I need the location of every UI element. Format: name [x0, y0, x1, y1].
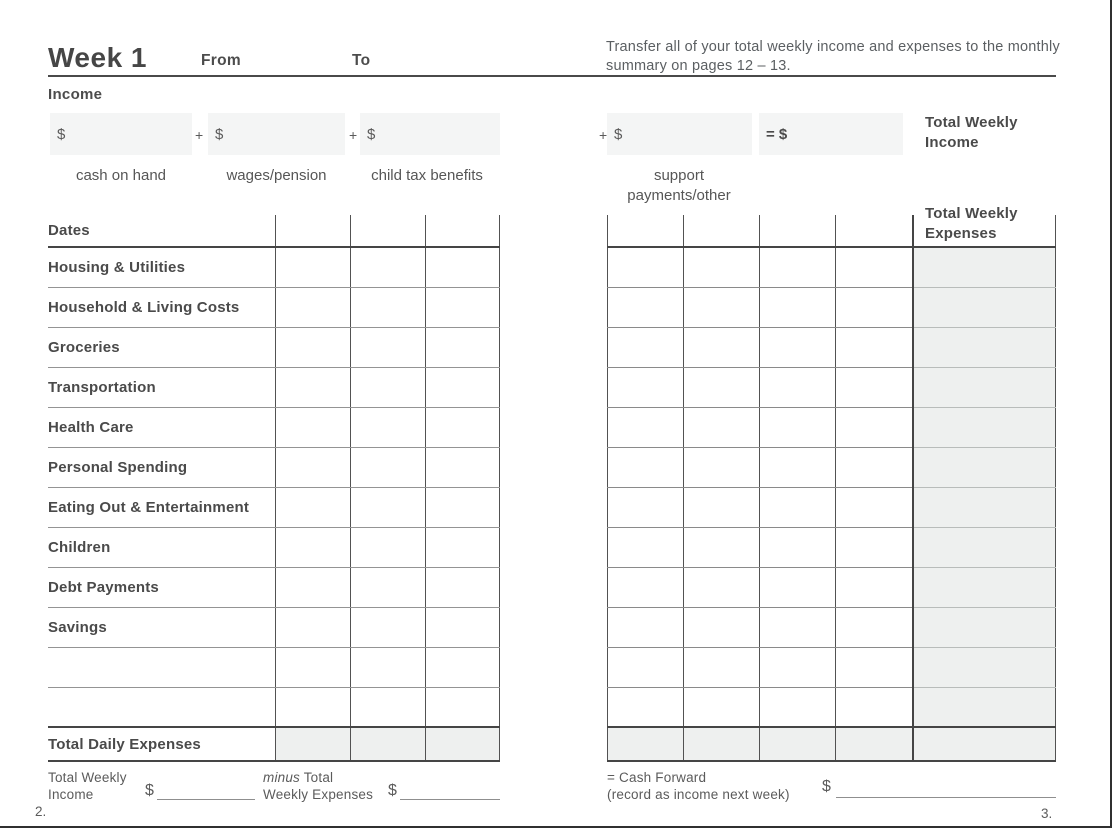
- expense-cell[interactable]: [275, 287, 350, 327]
- cash-forward-label: = Cash Forward (record as income next week): [607, 770, 790, 802]
- weekly-cell[interactable]: [608, 487, 684, 527]
- weekly-total-cell[interactable]: [913, 527, 1056, 567]
- weekly-total-cell[interactable]: [913, 367, 1056, 407]
- summary-expenses-currency: $: [388, 782, 397, 799]
- weekly-cell[interactable]: [760, 647, 836, 687]
- expense-cell[interactable]: [275, 327, 350, 367]
- summary-income-currency: $: [145, 782, 154, 799]
- expense-row-label: Health Care: [48, 407, 275, 447]
- weekly-total-cell[interactable]: [913, 327, 1056, 367]
- weekly-cell[interactable]: [608, 247, 684, 287]
- weekly-cell[interactable]: [684, 487, 760, 527]
- expense-row-label: Savings: [48, 607, 275, 647]
- table-row: [608, 567, 1056, 607]
- weekly-cell[interactable]: [684, 647, 760, 687]
- weekly-cell[interactable]: [760, 287, 836, 327]
- expense-cell[interactable]: [425, 407, 499, 447]
- weekly-cell[interactable]: [684, 447, 760, 487]
- expense-row-label: Children: [48, 527, 275, 567]
- weekly-cell[interactable]: [608, 215, 684, 247]
- date-cell[interactable]: [425, 215, 499, 247]
- weekly-cell[interactable]: [836, 327, 913, 367]
- expense-cell[interactable]: [275, 487, 350, 527]
- table-row: [608, 407, 1056, 447]
- table-row: [608, 527, 1056, 567]
- cash-on-hand-field[interactable]: [50, 113, 192, 155]
- weekly-cell[interactable]: [836, 407, 913, 447]
- expense-row-label: [48, 687, 275, 727]
- expense-row-label: Groceries: [48, 327, 275, 367]
- weekly-cell[interactable]: [760, 527, 836, 567]
- weekly-cell[interactable]: [608, 567, 684, 607]
- expense-cell[interactable]: [275, 527, 350, 567]
- expense-cell[interactable]: [350, 647, 425, 687]
- currency-symbol: $: [57, 125, 66, 143]
- cash-forward-currency: $: [822, 778, 831, 795]
- weekly-cell[interactable]: [684, 247, 760, 287]
- weekly-cell[interactable]: [836, 607, 913, 647]
- weekly-cell[interactable]: [684, 367, 760, 407]
- table-row: [608, 487, 1056, 527]
- date-cell[interactable]: [350, 215, 425, 247]
- table-row: [608, 287, 1056, 327]
- weekly-cell[interactable]: [684, 567, 760, 607]
- total-weekly-expenses-label: Total Weekly Expenses: [925, 205, 1018, 242]
- expense-cell[interactable]: [425, 327, 499, 367]
- daily-expenses-table-body: [48, 215, 499, 761]
- weekly-cell[interactable]: [608, 367, 684, 407]
- table-row: [48, 447, 499, 487]
- support-payments-field[interactable]: [607, 113, 752, 155]
- expense-cell[interactable]: [425, 607, 499, 647]
- expense-cell[interactable]: [350, 327, 425, 367]
- weekly-total-cell[interactable]: [913, 487, 1056, 527]
- weekly-cell[interactable]: [608, 687, 684, 727]
- weekly-total-cell[interactable]: [913, 247, 1056, 287]
- expense-cell[interactable]: [350, 407, 425, 447]
- weekly-cell[interactable]: [760, 327, 836, 367]
- expense-cell[interactable]: [350, 567, 425, 607]
- expense-cell[interactable]: [275, 567, 350, 607]
- expense-cell[interactable]: [275, 647, 350, 687]
- weekly-cell[interactable]: [760, 247, 836, 287]
- support-payments-label: support payments/other: [627, 167, 731, 204]
- weekly-cell[interactable]: [684, 727, 760, 761]
- expense-row-label: Household & Living Costs: [48, 287, 275, 327]
- expense-row-label: Personal Spending: [48, 447, 275, 487]
- expense-cell[interactable]: [350, 487, 425, 527]
- expense-cell[interactable]: [425, 287, 499, 327]
- weekly-cell[interactable]: [760, 607, 836, 647]
- daily-total-cell[interactable]: [425, 727, 499, 761]
- weekly-cell[interactable]: [608, 407, 684, 447]
- weekly-cell[interactable]: [608, 727, 684, 761]
- expense-cell[interactable]: [350, 447, 425, 487]
- expense-cell[interactable]: [350, 247, 425, 287]
- expense-cell[interactable]: [425, 527, 499, 567]
- wages-pension-field[interactable]: [208, 113, 345, 155]
- weekly-cell[interactable]: [760, 727, 836, 761]
- cash-forward-amount-field[interactable]: [836, 778, 1056, 798]
- expense-cell[interactable]: [425, 247, 499, 287]
- weekly-cell[interactable]: [760, 447, 836, 487]
- weekly-total-cell[interactable]: [913, 647, 1056, 687]
- from-field[interactable]: [242, 52, 347, 72]
- weekly-cell[interactable]: [760, 687, 836, 727]
- expense-row-label: Eating Out & Entertainment: [48, 487, 275, 527]
- table-row: [48, 647, 499, 687]
- weekly-cell[interactable]: [836, 647, 913, 687]
- weekly-total-cell[interactable]: [913, 727, 1056, 761]
- table-row: [608, 727, 1056, 761]
- expense-cell[interactable]: [350, 287, 425, 327]
- weekly-total-cell[interactable]: [913, 607, 1056, 647]
- weekly-cell[interactable]: [836, 367, 913, 407]
- wages-pension-label: wages/pension: [226, 167, 327, 184]
- table-row: [608, 447, 1056, 487]
- expense-cell[interactable]: [275, 687, 350, 727]
- weekly-total-cell[interactable]: [913, 407, 1056, 447]
- table-row: [48, 247, 499, 287]
- expense-row-label: Transportation: [48, 367, 275, 407]
- weekly-cell[interactable]: [836, 567, 913, 607]
- summary-income-amount-field[interactable]: [157, 780, 255, 800]
- table-row: [48, 527, 499, 567]
- expense-row-label: Debt Payments: [48, 567, 275, 607]
- table-row: [608, 367, 1056, 407]
- transfer-note: Transfer all of your total weekly income and expenses to the monthly summary on pages 12 – 13.: [606, 39, 1060, 74]
- cash-on-hand-label: cash on hand: [75, 167, 167, 184]
- weekly-cell[interactable]: [608, 607, 684, 647]
- table-row: [48, 687, 499, 727]
- weekly-total-cell[interactable]: [913, 567, 1056, 607]
- table-row: [48, 487, 499, 527]
- expense-cell[interactable]: [275, 407, 350, 447]
- date-cell[interactable]: [275, 215, 350, 247]
- summary-expenses-amount-field[interactable]: [400, 780, 500, 800]
- table-row: [48, 727, 499, 761]
- weekly-cell[interactable]: [608, 447, 684, 487]
- weekly-cell[interactable]: [836, 215, 913, 247]
- weekly-total-cell[interactable]: [913, 447, 1056, 487]
- weekly-cell[interactable]: [836, 727, 913, 761]
- summary-income-label: Total Weekly Income: [48, 770, 127, 802]
- weekly-cell[interactable]: [684, 287, 760, 327]
- currency-symbol: $: [215, 125, 224, 143]
- expense-cell[interactable]: [425, 687, 499, 727]
- weekly-cell[interactable]: [760, 215, 836, 247]
- weekly-cell[interactable]: [760, 407, 836, 447]
- summary-minus-label: minus Total Weekly Expenses: [263, 770, 374, 802]
- expense-cell[interactable]: [275, 607, 350, 647]
- minus-word: minus: [263, 770, 301, 785]
- weekly-cell[interactable]: [836, 527, 913, 567]
- weekly-cell[interactable]: [608, 527, 684, 567]
- table-row: [48, 367, 499, 407]
- expense-cell[interactable]: [350, 527, 425, 567]
- weekly-cell[interactable]: [836, 287, 913, 327]
- expense-cell[interactable]: [425, 447, 499, 487]
- total-weekly-income-label: Total Weekly Income: [925, 114, 1018, 151]
- right-page-number: 3.: [1041, 806, 1053, 821]
- expense-cell[interactable]: [350, 687, 425, 727]
- expense-cell[interactable]: [425, 647, 499, 687]
- weekly-cell[interactable]: [836, 447, 913, 487]
- expense-cell[interactable]: [275, 247, 350, 287]
- daily-expenses-table: [48, 215, 500, 762]
- weekly-cell[interactable]: [836, 487, 913, 527]
- weekly-expenses-table-body: [608, 215, 1056, 761]
- expense-cell[interactable]: [275, 447, 350, 487]
- expense-row-label: Housing & Utilities: [48, 247, 275, 287]
- weekly-cell[interactable]: [608, 647, 684, 687]
- income-section-label: Income: [48, 86, 103, 103]
- currency-symbol: $: [367, 125, 376, 143]
- plus-operator: +: [349, 127, 358, 143]
- table-row: [48, 327, 499, 367]
- weekly-cell[interactable]: [836, 687, 913, 727]
- table-row: [608, 687, 1056, 727]
- weekly-cell[interactable]: [684, 607, 760, 647]
- page-title: Week 1: [48, 42, 147, 73]
- child-tax-benefits-field[interactable]: [360, 113, 500, 155]
- daily-total-cell[interactable]: [350, 727, 425, 761]
- header-divider: [48, 75, 1056, 77]
- dates-row-label: Dates: [48, 215, 275, 247]
- expense-cell[interactable]: [350, 607, 425, 647]
- weekly-total-cell[interactable]: [913, 687, 1056, 727]
- weekly-cell[interactable]: [608, 327, 684, 367]
- plus-operator: +: [195, 127, 204, 143]
- weekly-cell[interactable]: [836, 247, 913, 287]
- weekly-cell[interactable]: [760, 487, 836, 527]
- weekly-cell[interactable]: [760, 567, 836, 607]
- table-row: [48, 407, 499, 447]
- from-label: From: [201, 52, 241, 69]
- equals-currency-symbol: = $: [766, 125, 788, 143]
- to-field[interactable]: [380, 52, 500, 72]
- plus-operator: +: [599, 127, 608, 143]
- left-page-number: 2.: [35, 804, 47, 819]
- currency-symbol: $: [614, 125, 623, 143]
- expense-cell[interactable]: [425, 567, 499, 607]
- daily-total-cell[interactable]: [275, 727, 350, 761]
- weekly-cell[interactable]: [608, 287, 684, 327]
- to-label: To: [352, 52, 371, 69]
- child-tax-benefits-label: child tax benefits: [371, 167, 483, 184]
- weekly-expenses-table: [607, 215, 1056, 762]
- table-row: [48, 215, 499, 247]
- weekly-total-cell[interactable]: [913, 287, 1056, 327]
- expense-cell[interactable]: [350, 367, 425, 407]
- expense-cell[interactable]: [275, 367, 350, 407]
- table-row: [48, 607, 499, 647]
- expense-cell[interactable]: [425, 367, 499, 407]
- weekly-cell[interactable]: [684, 407, 760, 447]
- table-row: [608, 607, 1056, 647]
- weekly-cell[interactable]: [684, 527, 760, 567]
- weekly-cell[interactable]: [684, 215, 760, 247]
- table-row: [608, 247, 1056, 287]
- weekly-cell[interactable]: [684, 687, 760, 727]
- table-row: [608, 647, 1056, 687]
- expense-row-label: [48, 647, 275, 687]
- expense-cell[interactable]: [425, 487, 499, 527]
- table-row: [48, 287, 499, 327]
- weekly-cell[interactable]: [684, 327, 760, 367]
- total-daily-expenses-label: Total Daily Expenses: [48, 727, 275, 761]
- total-weekly-income-field[interactable]: [759, 113, 903, 155]
- table-row: [48, 567, 499, 607]
- table-row: [608, 327, 1056, 367]
- weekly-cell[interactable]: [760, 367, 836, 407]
